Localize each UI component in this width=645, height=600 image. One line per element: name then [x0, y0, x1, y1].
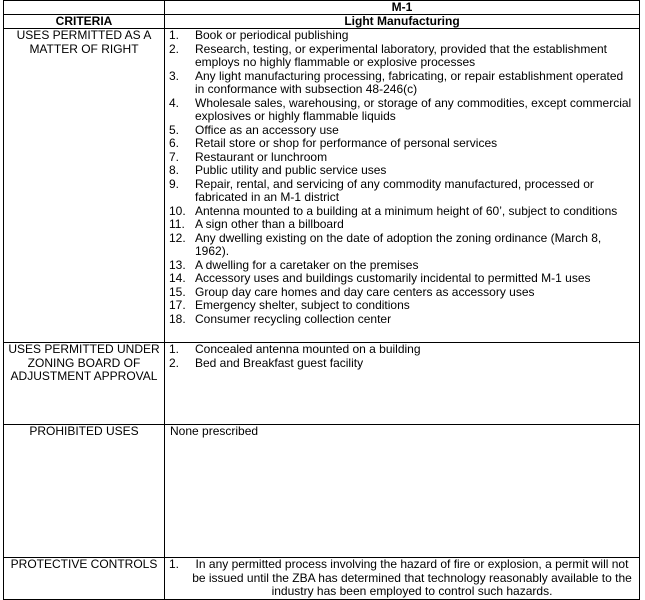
- item-text: Restaurant or lunchroom: [195, 149, 328, 164]
- item-number: 5.: [169, 122, 180, 137]
- item-number: 2.: [169, 355, 180, 370]
- column-header-row: [4, 15, 640, 29]
- item-text: Book or periodical publishing: [195, 28, 349, 42]
- list-item: [169, 218, 635, 232]
- zone-code-heading: M-1: [165, 1, 640, 15]
- prohibited-uses-text: None prescribed: [165, 425, 640, 558]
- item-text: Concealed antenna mounted on a building: [195, 342, 421, 356]
- item-number: 3.: [169, 68, 180, 83]
- item-text: Any light manufacturing processing, fabricating, or repair establishment operated in conformance with subsection 48-246(c): [195, 68, 624, 96]
- item-number: 8.: [169, 163, 180, 177]
- list-item: [169, 357, 635, 371]
- list-item: [169, 259, 635, 273]
- list-item: [169, 272, 635, 286]
- item-text: Any dwelling existing on the date of adoption the zoning ordinance (March 8, 1962).: [195, 230, 602, 258]
- list-item: [169, 164, 635, 178]
- zba-approval-row: [4, 343, 640, 425]
- item-number: 10.: [169, 203, 186, 218]
- item-number: 2.: [169, 41, 180, 56]
- criteria-column-heading: CRITERIA: [4, 15, 165, 29]
- item-number: 14.: [169, 271, 186, 285]
- zba-approval-criteria: USES PERMITTED UNDER ZONING BOARD OF ADJUSTMENT APPROVAL: [4, 343, 165, 425]
- item-number: 1.: [169, 342, 180, 356]
- list-item: [169, 137, 635, 151]
- item-text: Retail store or shop for performance of personal services: [195, 136, 498, 150]
- item-number: 15.: [169, 284, 186, 299]
- list-item: [169, 286, 635, 300]
- protective-controls-row: [4, 558, 640, 600]
- item-text: Office as an accessory use: [195, 122, 339, 137]
- item-number: 9.: [169, 176, 180, 191]
- list-item: [169, 70, 635, 97]
- list-item: [169, 178, 635, 205]
- permitted-uses-row: [4, 29, 640, 343]
- item-text: A sign other than a billboard: [195, 217, 344, 231]
- item-text: Wholesale sales, warehousing, or storage of any commodities, except commercial explosives or highly flammable liquids: [195, 95, 632, 123]
- protective-controls-list: [165, 558, 640, 600]
- protective-controls-criteria: PROTECTIVE CONTROLS: [4, 558, 165, 600]
- item-text: Repair, rental, and servicing of any commodity manufactured, processed or fabricated in an M-1 district: [195, 176, 594, 204]
- item-text: Antenna mounted to a building at a minimum height of 60’, subject to conditions: [195, 203, 618, 218]
- item-number: 1.: [169, 28, 180, 42]
- item-number: 13.: [169, 257, 186, 272]
- item-number: 6.: [169, 136, 180, 150]
- list-item: [169, 232, 635, 259]
- permitted-uses-list: [165, 29, 640, 343]
- item-number: 7.: [169, 149, 180, 164]
- item-text: Accessory uses and buildings customarily incidental to permitted M-1 uses: [195, 271, 591, 285]
- permitted-uses-criteria: USES PERMITTED AS A MATTER OF RIGHT: [4, 29, 165, 343]
- item-text: Bed and Breakfast guest facility: [195, 355, 364, 370]
- item-text: Group day care homes and day care centers as accessory uses: [195, 284, 535, 299]
- list-item: [169, 558, 635, 599]
- item-text: Public utility and public service uses: [195, 163, 387, 177]
- list-item: [169, 124, 635, 138]
- item-number: 12.: [169, 230, 186, 245]
- zone-name-heading: Light Manufacturing: [165, 15, 640, 29]
- header-blank-cell: [4, 1, 165, 15]
- item-number: 17.: [169, 298, 186, 312]
- zba-approval-list: [165, 343, 640, 425]
- list-item: [169, 205, 635, 219]
- list-item: [169, 151, 635, 165]
- item-text: Consumer recycling collection center: [195, 311, 392, 326]
- list-item: [169, 29, 635, 43]
- item-number: 11.: [169, 217, 185, 231]
- item-number: 18.: [169, 311, 186, 326]
- list-item: [169, 313, 635, 327]
- item-text: A dwelling for a caretaker on the premises: [195, 257, 419, 272]
- list-item: [169, 97, 635, 124]
- item-number: 1.: [169, 557, 180, 571]
- list-item: [169, 43, 635, 70]
- list-item: [169, 299, 635, 313]
- list-item: [169, 343, 635, 357]
- item-text: In any permitted process involving the hazard of fire or explosion, a permit will not be issued until the ZBA has determined that technology reasonably available to the industry has been employed to control such hazards.: [192, 557, 632, 598]
- item-text: Emergency shelter, subject to conditions: [195, 298, 410, 312]
- zone-header-row: [4, 1, 640, 15]
- zoning-criteria-table: [3, 0, 640, 600]
- prohibited-uses-row: [4, 425, 640, 558]
- item-text: Research, testing, or experimental laboratory, provided that the establishment employs no highly flammable or explosive processes: [195, 41, 607, 69]
- item-number: 4.: [169, 95, 180, 110]
- prohibited-uses-criteria: PROHIBITED USES: [4, 425, 165, 558]
